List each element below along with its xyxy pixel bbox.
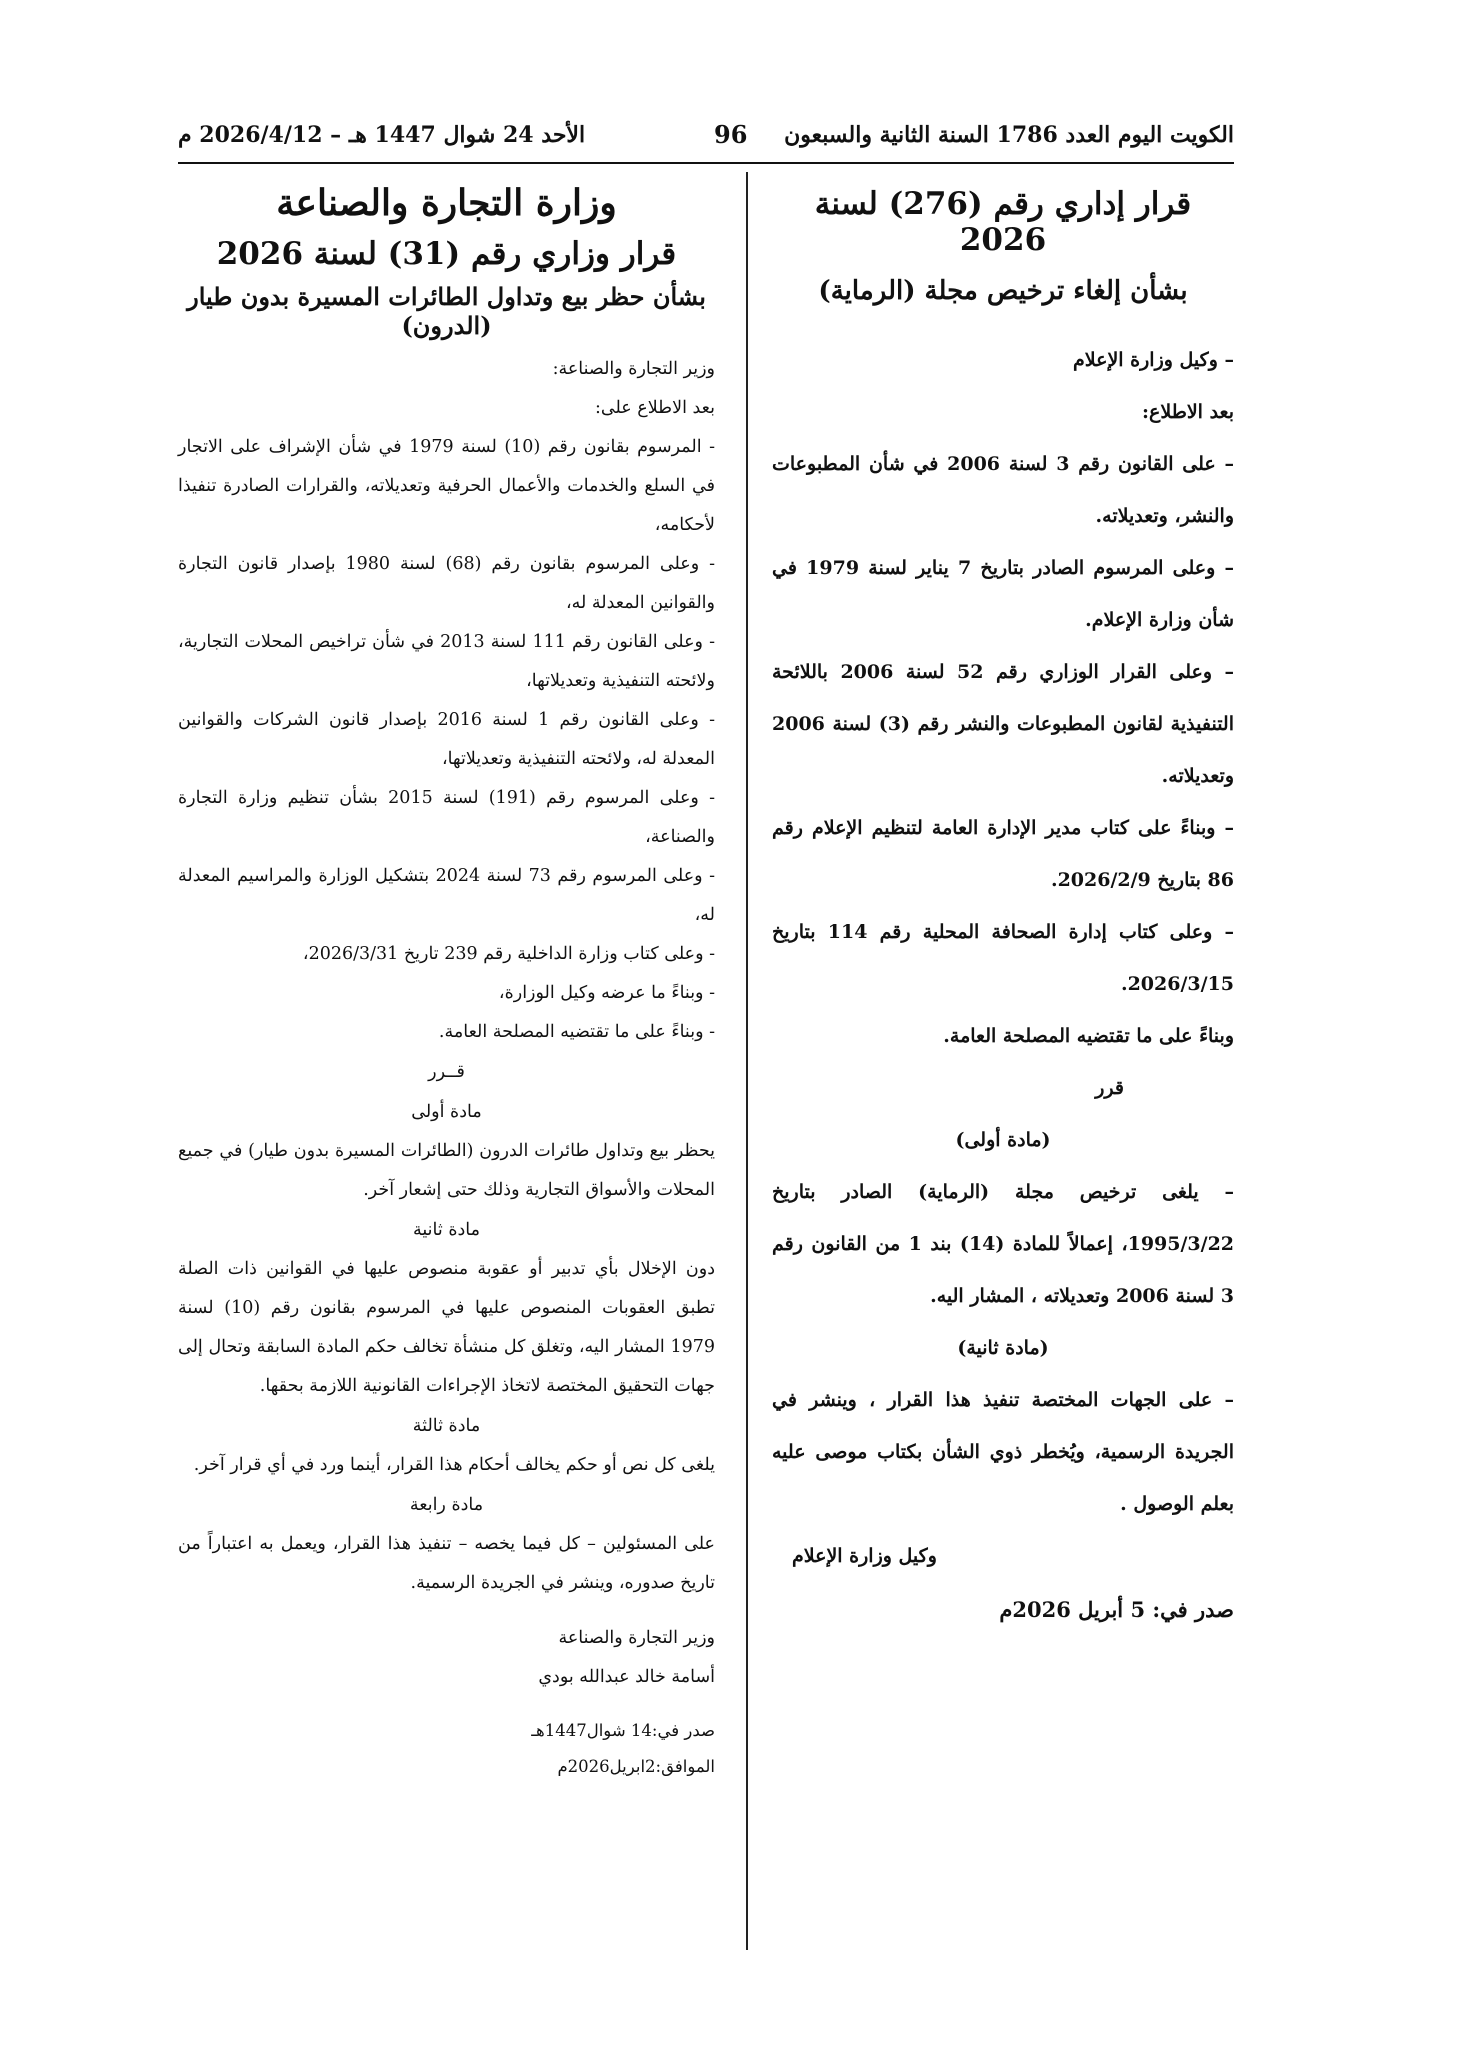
signature-spacer (178, 1603, 715, 1619)
decision-31-title: قرار وزاري رقم (31) لسنة 2026 (216, 236, 677, 272)
decision-276-article-2-text: – على الجهات المختصة تنفيذ هذا القرار ، وينشر في الجريدة الرسمية، ويُخطر ذوي الشأن بكتاب موصى عليه بعلم الوصول . (772, 1389, 1234, 1515)
decision-31-subject: بشأن حظر بيع وتداول الطائرات المسيرة بدون طيار (الدرون) (187, 282, 706, 340)
decision-276-reference-3: – وعلى القرار الوزاري رقم 52 لسنة 2006 باللائحة التنفيذية لقانون المطبوعات والنشر رقم (3) لسنة 2006 وتعديلاته. (772, 661, 1235, 787)
decision-31-reference-3: - وعلى القانون رقم 111 لسنة 2013 في شأن تراخيص المحلات التجارية، ولائحته التنفيذية وتعديلاتها، (178, 632, 715, 691)
ministry-heading: وزارة التجارة والصناعة (276, 182, 617, 224)
decision-276-article-2-heading: (مادة ثانية) (957, 1337, 1049, 1359)
decision-31-article-3-heading: مادة ثالثة (412, 1416, 481, 1436)
decision-276-after-review: بعد الاطلاع: (1142, 401, 1234, 423)
decision-276-subject: بشأن إلغاء ترخيص مجلة (الرماية) (818, 276, 1188, 306)
decision-31-article-2-heading: مادة ثانية (413, 1220, 480, 1240)
column-divider (746, 172, 748, 1950)
decision-31-article-1-text: يحظر بيع وتداول طائرات الدرون (الطائرات المسيرة بدون طيار) في جميع المحلات والأسواق التجارية وذلك حتى إشعار آخر. (178, 1141, 715, 1200)
decision-31-reference-4: - وعلى القانون رقم 1 لسنة 2016 بإصدار قانون الشركات والقوانين المعدلة له، ولائحته التنفيذية وتعديلاتها، (178, 710, 716, 769)
decision-31-issued-gregorian: الموافق:2ابريل2026م (557, 1757, 715, 1776)
decision-276-decided: قرر (1095, 1077, 1124, 1099)
decision-31-issued-hijri: صدر في:14 شوال1447هـ (531, 1721, 715, 1740)
decision-31-reference-9: - وبناءً على ما تقتضيه المصلحة العامة. (438, 1022, 715, 1042)
page-header (178, 116, 1234, 156)
decision-31-signatory-name: أسامة خالد عبدالله بودي (538, 1667, 715, 1687)
decision-276-public-interest: وبناءً على ما تقتضيه المصلحة العامة. (943, 1025, 1234, 1047)
decision-31-reference-8: - وبناءً ما عرضه وكيل الوزارة، (498, 983, 715, 1003)
decision-31-after-review: بعد الاطلاع على: (595, 398, 715, 418)
decision-31-article-4-text: على المسئولين – كل فيما يخصه – تنفيذ هذا القرار، ويعمل به اعتباراً من تاريخ صدوره، وينشر في الجريدة الرسمية. (178, 1534, 715, 1593)
decision-276-issued-date: صدر في: 5 أبريل 2026م (999, 1597, 1234, 1622)
decision-276-column (772, 176, 1234, 1638)
decision-276-reference-1: – على القانون رقم 3 لسنة 2006 في شأن المطبوعات والنشر، وتعديلاته. (772, 453, 1235, 527)
decision-276-article-1-text: – يلغى ترخيص مجلة (الرماية) الصادر بتاريخ 1995/3/22، إعمالاً للمادة (14) بند 1 من القانون رقم 3 لسنة 2006 وتعديلاته ، المشار اليه. (772, 1181, 1235, 1307)
decision-31-issuer: وزير التجارة والصناعة: (552, 359, 715, 379)
decision-31-decided: قــرر (428, 1062, 465, 1082)
date-spacer (178, 1697, 715, 1713)
header-divider (178, 162, 1234, 164)
decision-276-reference-2: – وعلى المرسوم الصادر بتاريخ 7 يناير لسنة 1979 في شأن وزارة الإعلام. (772, 557, 1234, 631)
decision-31-article-2-text: دون الإخلال بأي تدبير أو عقوبة منصوص عليها في القوانين ذات الصلة تطبق العقوبات المنصوص عليها في المرسوم بقانون رقم (10) لسنة 1979 المشار اليه، وتغلق كل منشأة تخالف حكم المادة السابقة وتحال إلى جهات التحقيق المختصة لاتخاذ الإجراءات القانونية اللازمة بحقها. (178, 1259, 716, 1396)
issue-date: الأحد 24 شوال 1447 هـ – 2026/4/12 م (178, 122, 586, 148)
decision-31-reference-7: - وعلى كتاب وزارة الداخلية رقم 239 تاريخ 2026/3/31، (302, 944, 715, 964)
decision-276-reference-4: – وبناءً على كتاب مدير الإدارة العامة لتنظيم الإعلام رقم 86 بتاريخ 2026/2/9. (772, 817, 1234, 891)
decision-31-reference-5: - وعلى المرسوم رقم (191) لسنة 2015 بشأن تنظيم وزارة التجارة والصناعة، (178, 788, 715, 847)
decision-31-signatory-title: وزير التجارة والصناعة (558, 1628, 715, 1648)
decision-276-reference-5: – وعلى كتاب إدارة الصحافة المحلية رقم 114 بتاريخ 2026/3/15. (772, 921, 1235, 995)
page-number: 96 (714, 120, 748, 149)
gazette-issue-info: الكويت اليوم العدد 1786 السنة الثانية والسبعون (784, 122, 1234, 148)
decision-276-title: قرار إداري رقم (276) لسنة 2026 (814, 186, 1192, 258)
decision-276-issuer: – وكيل وزارة الإعلام (1073, 349, 1234, 371)
decision-31-reference-1: - المرسوم بقانون رقم (10) لسنة 1979 في شأن الإشراف على الاتجار في السلع والخدمات والأعمال الحرفية وتعديلاته، والقرارات الصادرة تنفيذا لأحكامه، (178, 437, 716, 535)
decision-276-article-1-heading: (مادة أولى) (955, 1129, 1051, 1151)
decision-31-article-1-heading: مادة أولى (411, 1102, 482, 1122)
decision-31-reference-6: - وعلى المرسوم رقم 73 لسنة 2024 بتشكيل الوزارة والمراسيم المعدلة له، (178, 866, 716, 925)
decision-31-column (178, 176, 715, 1785)
decision-31-article-3-text: يلغى كل نص أو حكم يخالف أحكام هذا القرار، أينما ورد في أي قرار آخر. (193, 1455, 715, 1475)
decision-276-signatory: وكيل وزارة الإعلام (792, 1545, 937, 1567)
decision-31-article-4-heading: مادة رابعة (409, 1495, 484, 1515)
decision-31-reference-2: - وعلى المرسوم بقانون رقم (68) لسنة 1980 بإصدار قانون التجارة والقوانين المعدلة له، (178, 554, 715, 613)
